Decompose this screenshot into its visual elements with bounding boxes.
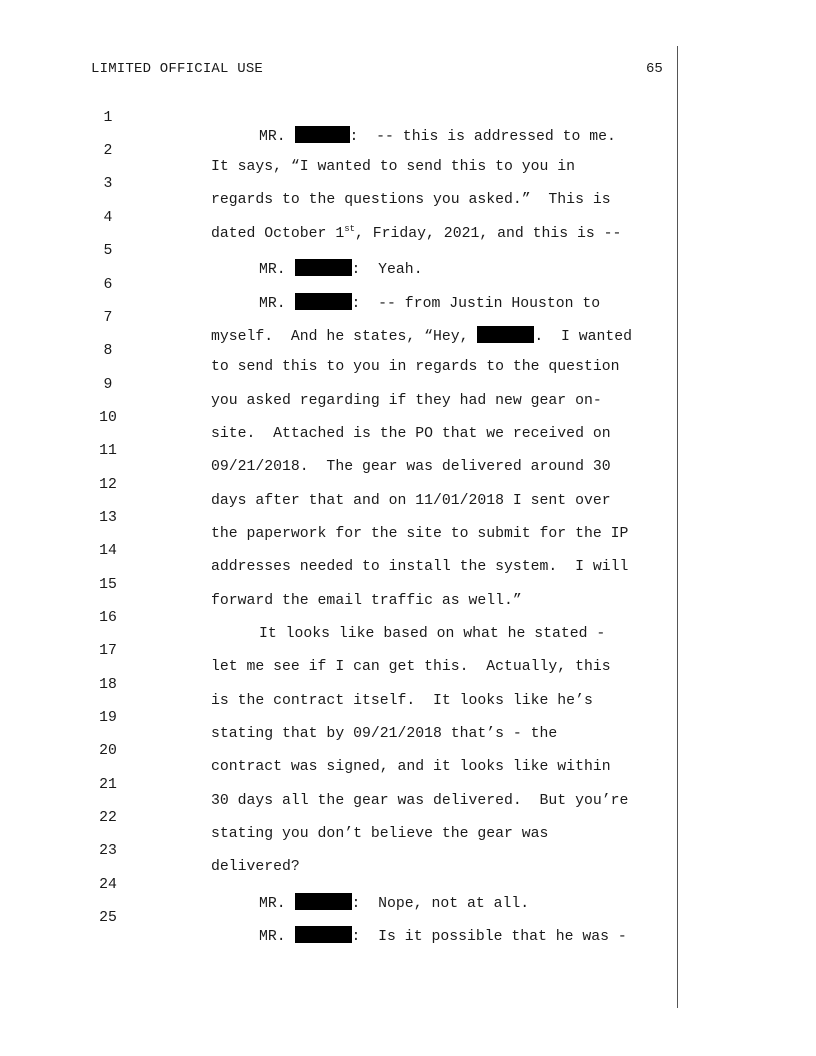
transcript-line	[0, 894, 816, 945]
line-text: MR. : Is it possible that he was -	[259, 926, 627, 945]
line-number: 25	[99, 910, 117, 926]
line-number: 10	[99, 410, 117, 426]
page-number: 65	[646, 61, 663, 77]
transcript-line	[0, 861, 816, 912]
line-number: 4	[103, 210, 113, 226]
transcript-line	[0, 194, 816, 242]
line-text: 30 days all the gear was delivered. But you’re	[211, 793, 629, 809]
transcript-line	[0, 327, 816, 375]
line-text: you asked regarding if they had new gear on-	[211, 393, 602, 409]
line-number: 23	[99, 843, 117, 859]
line-text: It looks like based on what he stated -	[259, 626, 606, 642]
line-text: It says, “I wanted to send this to you in	[211, 159, 576, 175]
line-number: 19	[99, 710, 117, 726]
redaction-box	[295, 926, 352, 943]
line-number: 14	[99, 543, 117, 559]
transcript-line	[0, 594, 816, 642]
transcript-line	[0, 827, 816, 875]
transcript-line	[0, 627, 816, 675]
transcript-line	[0, 794, 816, 842]
line-number: 20	[99, 743, 117, 759]
line-text: is the contract itself. It looks like he’s	[211, 693, 593, 709]
line-number: 2	[103, 143, 113, 159]
transcript-line	[0, 361, 816, 409]
line-text: forward the email traffic as well.”	[211, 593, 522, 609]
line-number: 9	[103, 377, 113, 393]
line-text: stating that by 09/21/2018 that’s - the	[211, 726, 558, 742]
classification-header: LIMITED OFFICIAL USE	[91, 61, 264, 77]
line-text: days after that and on 11/01/2018 I sent over	[211, 493, 611, 509]
line-number: 22	[99, 810, 117, 826]
transcript-line	[0, 561, 816, 609]
line-text: let me see if I can get this. Actually, this	[211, 659, 611, 675]
line-number: 13	[99, 510, 117, 526]
transcript-line	[0, 494, 816, 542]
line-number: 15	[99, 577, 117, 593]
line-number: 12	[99, 477, 117, 493]
line-number: 18	[99, 677, 117, 693]
transcript-line	[0, 461, 816, 509]
line-number: 8	[103, 343, 113, 359]
line-number: 21	[99, 777, 117, 793]
line-text: addresses needed to install the system. I will	[211, 559, 629, 575]
transcript-line	[0, 527, 816, 575]
transcript-line	[0, 427, 816, 475]
line-text: to send this to you in regards to the question	[211, 359, 620, 375]
transcript-line	[0, 224, 816, 278]
line-number: 3	[103, 176, 113, 192]
transcript-line	[0, 727, 816, 775]
line-text: regards to the questions you asked.” This is	[211, 192, 611, 208]
line-text: MR. : Nope, not at all.	[259, 893, 529, 912]
line-number: 17	[99, 643, 117, 659]
line-number: 5	[103, 243, 113, 259]
line-text: MR. : Yeah.	[259, 259, 423, 278]
line-text: site. Attached is the PO that we received on	[211, 426, 611, 442]
transcript-line	[0, 661, 816, 709]
transcript-line	[0, 394, 816, 442]
line-text: MR. : -- from Justin Houston to	[259, 293, 600, 312]
line-text: contract was signed, and it looks like within	[211, 759, 611, 775]
transcript-line	[0, 761, 816, 809]
line-text: stating you don’t believe the gear was	[211, 826, 549, 842]
transcript-line	[0, 694, 816, 742]
line-number: 1	[103, 110, 113, 126]
transcript-line	[0, 94, 816, 145]
transcript-line	[0, 127, 816, 175]
line-number: 6	[103, 277, 113, 293]
line-number: 16	[99, 610, 117, 626]
line-text: dated October 1st, Friday, 2021, and this is --	[211, 224, 622, 242]
line-number: 11	[99, 443, 117, 459]
line-text: delivered?	[211, 859, 300, 875]
line-text: 09/21/2018. The gear was delivered around 30	[211, 459, 611, 475]
transcript-line	[0, 294, 816, 345]
transcript-line	[0, 160, 816, 208]
line-text: the paperwork for the site to submit for the IP	[211, 526, 629, 542]
line-text: myself. And he states, “Hey, . I wanted	[211, 326, 632, 345]
line-text: MR. : -- this is addressed to me.	[259, 126, 616, 145]
transcript-line	[0, 261, 816, 312]
line-number: 24	[99, 877, 117, 893]
line-number: 7	[103, 310, 113, 326]
